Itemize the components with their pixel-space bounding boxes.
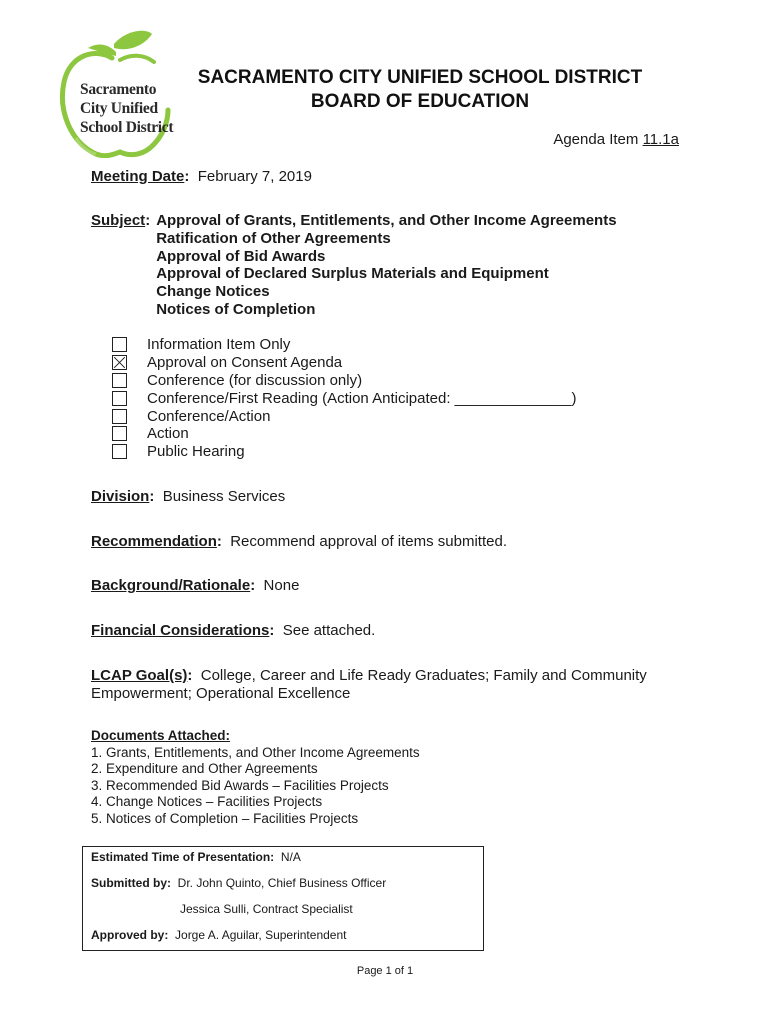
financial-considerations: Financial Considerations: See attached. <box>91 622 376 639</box>
lcap-goals: LCAP Goal(s): College, Career and Life Ready Graduates; Family and Community Empowerment; Operational Excellence <box>91 667 647 702</box>
option-label: Conference/First Reading (Action Anticipated: ______________) <box>147 389 577 407</box>
estimated-time-value: N/A <box>280 850 301 864</box>
item-type-checklist <box>112 336 576 461</box>
recommendation: Recommendation: Recommend approval of items submitted. <box>91 533 507 550</box>
background-rationale: Background/Rationale: None <box>91 577 300 594</box>
estimated-time: Estimated Time of Presentation: N/A <box>91 850 301 864</box>
recommendation-value: Recommend approval of items submitted. <box>230 533 507 550</box>
meeting-date-label: Meeting Date <box>91 168 185 185</box>
lcap-label: LCAP Goal(s) <box>91 667 188 684</box>
background-value: None <box>263 577 300 594</box>
financial-label: Financial Considerations <box>91 622 270 639</box>
agenda-item <box>553 131 679 148</box>
division-value: Business Services <box>162 488 286 505</box>
subject-list <box>156 212 616 319</box>
document-item: 5. Notices of Completion – Facilities Projects <box>91 810 359 826</box>
subject-item: Change Notices <box>156 283 270 301</box>
estimated-time-label: Estimated Time of Presentation <box>91 850 271 864</box>
option-action <box>112 425 576 443</box>
checkbox[interactable] <box>112 426 127 441</box>
submitted-label: Submitted by: <box>91 876 171 890</box>
documents-attached <box>91 728 420 828</box>
checkbox[interactable] <box>112 391 127 406</box>
logo-line-2: City Unified <box>80 100 158 117</box>
page-number: Page 1 of 1 <box>356 965 414 977</box>
lcap-value-1: College, Career and Life Ready Graduates; Family and Community <box>200 667 647 684</box>
document-item: 4. Change Notices – Facilities Projects <box>91 794 323 810</box>
document-item: 1. Grants, Entitlements, and Other Income Agreements <box>91 744 420 760</box>
lcap-value-2: Empowerment; Operational Excellence <box>91 685 351 702</box>
meeting-date-value: February 7, 2019 <box>197 168 312 185</box>
division: Division: Business Services <box>91 488 286 505</box>
subject-label: Subject <box>91 212 146 229</box>
meeting-date: Meeting Date: February 7, 2019 <box>91 168 312 185</box>
logo-line-1: Sacramento <box>80 81 157 98</box>
approved-label: Approved by <box>91 928 165 942</box>
subject-item: Approval of Bid Awards <box>156 247 326 265</box>
agenda-item-prefix: Agenda Item <box>553 131 643 148</box>
recommendation-label: Recommendation <box>91 533 217 550</box>
option-label: Approval on Consent Agenda <box>147 354 343 372</box>
document-item: 2. Expenditure and Other Agreements <box>91 761 318 777</box>
division-label: Division <box>91 488 150 505</box>
title-line-2: BOARD OF EDUCATION <box>310 91 530 112</box>
subject-item: Ratification of Other Agreements <box>156 229 391 247</box>
background-label: Background/Rationale <box>91 577 251 594</box>
option-label: Conference (for discussion only) <box>147 371 363 389</box>
document-title <box>150 66 690 114</box>
checkbox[interactable] <box>112 373 127 388</box>
subject-item: Approval of Grants, Entitlements, and Other Income Agreements <box>156 212 617 229</box>
option-conference <box>112 372 576 390</box>
option-conference-action <box>112 407 576 425</box>
checkbox-checked[interactable] <box>112 355 127 370</box>
checkbox[interactable] <box>112 444 127 459</box>
subject-item: Notices of Completion <box>156 300 316 318</box>
submitted-value-1: Dr. John Quinto, Chief Business Officer <box>177 876 387 890</box>
submitted-value-2: Jessica Sulli, Contract Specialist <box>180 902 353 916</box>
agenda-item-number: 11.1a <box>642 131 679 148</box>
option-label: Conference/Action <box>147 407 271 425</box>
subject-item: Approval of Declared Surplus Materials and Equipment <box>156 265 549 283</box>
option-label: Action <box>147 425 189 443</box>
title-line-1: SACRAMENTO CITY UNIFIED SCHOOL DISTRICT <box>197 67 643 88</box>
subject-section: Subject: Approval of Grants, Entitlements, and Other Income Agreements Ratification of Other Agreements Approval of Bid Awards Approval of Declared Surplus Materials and Equipment Change Notices Notices of Completion <box>91 212 617 318</box>
approved-by: Approved by: Jorge A. Aguilar, Superintendent <box>91 928 347 942</box>
checkbox[interactable] <box>112 337 127 352</box>
document-item: 3. Recommended Bid Awards – Facilities Projects <box>91 777 389 793</box>
option-information-item <box>112 336 576 354</box>
financial-value: See attached. <box>282 622 376 639</box>
submitted-by <box>91 876 386 890</box>
option-first-reading <box>112 389 576 407</box>
option-label: Public Hearing <box>147 443 245 461</box>
presentation-info-box <box>82 846 484 951</box>
option-label: Information Item Only <box>147 336 291 354</box>
approved-value: Jorge A. Aguilar, Superintendent <box>175 928 347 942</box>
documents-heading: Documents Attached: <box>91 728 231 743</box>
option-public-hearing <box>112 443 576 461</box>
logo-line-3: School District <box>80 119 174 136</box>
option-consent-agenda <box>112 354 576 372</box>
checkbox[interactable] <box>112 409 127 424</box>
